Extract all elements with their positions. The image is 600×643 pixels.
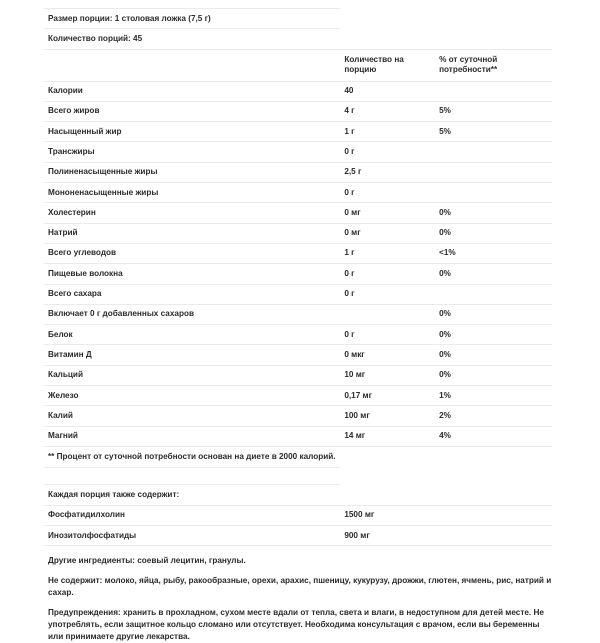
nutrient-amount: 10 мг	[340, 365, 435, 385]
nutrient-dv	[435, 162, 552, 182]
nutrient-name: Трансжиры	[44, 142, 340, 162]
nutrient-name: Калории	[44, 81, 340, 101]
spacer-dv	[435, 468, 552, 485]
header-percent-daily-value: % от суточной потребности**	[435, 49, 552, 81]
nutrient-amount: 0 г	[340, 264, 435, 284]
spacer-amount	[340, 468, 435, 485]
table-row	[44, 304, 552, 324]
table-header-row	[44, 49, 552, 81]
nutrient-dv: 1%	[435, 386, 552, 406]
table-row	[44, 243, 552, 263]
daily-value-footnote: ** Процент от суточной потребности основан на диете в 2000 калорий.	[44, 446, 340, 468]
nutrient-name: Всего углеводов	[44, 243, 340, 263]
nutrient-dv: 4%	[435, 426, 552, 446]
nutrient-dv	[435, 526, 552, 546]
servings-per-container-row	[44, 29, 552, 49]
nutrient-dv	[435, 284, 552, 304]
daily-value-footnote-row	[44, 446, 552, 468]
nutrient-name: Всего жиров	[44, 101, 340, 121]
nutrient-name: Магний	[44, 426, 340, 446]
also-contains-heading: Каждая порция также содержит:	[44, 485, 340, 505]
nutrient-amount: 40	[340, 81, 435, 101]
table-row	[44, 223, 552, 243]
nutrient-name: Мононенасыщенные жиры	[44, 183, 340, 203]
nutrient-dv	[435, 505, 552, 525]
table-row	[44, 203, 552, 223]
nutrient-dv: 0%	[435, 304, 552, 324]
nutrient-name: Витамин Д	[44, 345, 340, 365]
nutrient-amount: 14 мг	[340, 426, 435, 446]
nutrient-dv: 2%	[435, 406, 552, 426]
label-notes	[0, 546, 600, 642]
table-row	[44, 101, 552, 121]
table-row	[44, 284, 552, 304]
nutrient-name: Включает 0 г добавленных сахаров	[44, 304, 340, 324]
nutrient-dv: 5%	[435, 101, 552, 121]
nutrient-name: Фосфатидилхолин	[44, 505, 340, 525]
nutrient-name: Насыщенный жир	[44, 122, 340, 142]
header-amount-per-serving: Количество на порцию	[340, 49, 435, 81]
table-row	[44, 183, 552, 203]
nutrient-amount: 1 г	[340, 122, 435, 142]
nutrient-amount: 100 мг	[340, 406, 435, 426]
warnings-text: Предупреждения: хранить в прохладном, сухом месте вдали от тепла, света и влаги, в недоступном для детей месте. Не употреблять, если защитное кольцо сломано или отсутствует. Необходима консультация с врачом, если вы беременны или принимаете другие лекарства.	[48, 608, 544, 641]
serving-size-label: Размер порции: 1 столовая ложка (7,5 г)	[44, 9, 340, 29]
table-row	[44, 426, 552, 446]
nutrient-name: Всего сахара	[44, 284, 340, 304]
nutrition-facts-body	[44, 9, 552, 546]
table-row	[44, 81, 552, 101]
section-spacer-row	[44, 468, 552, 485]
nutrient-amount: 0 г	[340, 325, 435, 345]
serving-size-amount	[340, 9, 435, 29]
table-row	[44, 505, 552, 525]
nutrient-amount	[340, 304, 435, 324]
nutrient-dv	[435, 183, 552, 203]
nutrient-amount: 0,17 мг	[340, 386, 435, 406]
nutrient-dv	[435, 142, 552, 162]
table-row	[44, 526, 552, 546]
table-row	[44, 386, 552, 406]
nutrient-dv: 0%	[435, 325, 552, 345]
nutrient-name: Натрий	[44, 223, 340, 243]
nutrient-amount: 4 г	[340, 101, 435, 121]
nutrient-dv: 0%	[435, 345, 552, 365]
table-row	[44, 264, 552, 284]
nutrient-dv: 0%	[435, 365, 552, 385]
nutrient-amount: 0 г	[340, 284, 435, 304]
header-name	[44, 49, 340, 81]
table-row	[44, 345, 552, 365]
nutrient-dv: 0%	[435, 203, 552, 223]
nutrient-dv: 0%	[435, 264, 552, 284]
nutrient-amount: 1 г	[340, 243, 435, 263]
table-row	[44, 162, 552, 182]
also-contains-heading-dv	[435, 485, 552, 505]
free-from-text: Не содержит: молоко, яйца, рыбу, ракообразные, орехи, арахис, пшеницу, кукурузу, дрожжи, глютен, ячмень, рис, натрий и сахар.	[48, 576, 552, 598]
also-contains-heading-amount	[340, 485, 435, 505]
nutrient-amount: 0 мг	[340, 203, 435, 223]
nutrient-name: Холестерин	[44, 203, 340, 223]
nutrient-dv: 0%	[435, 223, 552, 243]
table-row	[44, 325, 552, 345]
also-contains-heading-row	[44, 485, 552, 505]
spacer-name	[44, 468, 340, 485]
table-row	[44, 406, 552, 426]
servings-per-container-label: Количество порций: 45	[44, 29, 340, 49]
nutrient-dv	[435, 81, 552, 101]
nutrient-amount: 1500 мг	[340, 505, 435, 525]
footnote-dv-spacer	[435, 446, 552, 468]
nutrient-name: Кальций	[44, 365, 340, 385]
nutrient-name: Пищевые волокна	[44, 264, 340, 284]
other-ingredients-text: Другие ингредиенты: соевый лецитин, гранулы.	[48, 556, 246, 566]
nutrient-amount: 2,5 г	[340, 162, 435, 182]
table-row	[44, 142, 552, 162]
nutrient-amount: 0 мг	[340, 223, 435, 243]
nutrient-amount: 900 мг	[340, 526, 435, 546]
nutrient-dv: <1%	[435, 243, 552, 263]
nutrition-facts-table	[44, 8, 552, 545]
servings-per-container-dv	[435, 29, 552, 49]
nutrient-name: Инозитолфосфатиды	[44, 526, 340, 546]
table-row	[44, 365, 552, 385]
nutrient-name: Полиненасыщенные жиры	[44, 162, 340, 182]
nutrient-amount: 0 г	[340, 142, 435, 162]
servings-per-container-amount	[340, 29, 435, 49]
serving-size-dv	[435, 9, 552, 29]
serving-size-row	[44, 9, 552, 29]
nutrient-amount: 0 мкг	[340, 345, 435, 365]
table-row	[44, 122, 552, 142]
nutrient-name: Белок	[44, 325, 340, 345]
nutrient-amount: 0 г	[340, 183, 435, 203]
footnote-amount-spacer	[340, 446, 435, 468]
nutrient-name: Железо	[44, 386, 340, 406]
nutrient-name: Калий	[44, 406, 340, 426]
nutrient-dv: 5%	[435, 122, 552, 142]
